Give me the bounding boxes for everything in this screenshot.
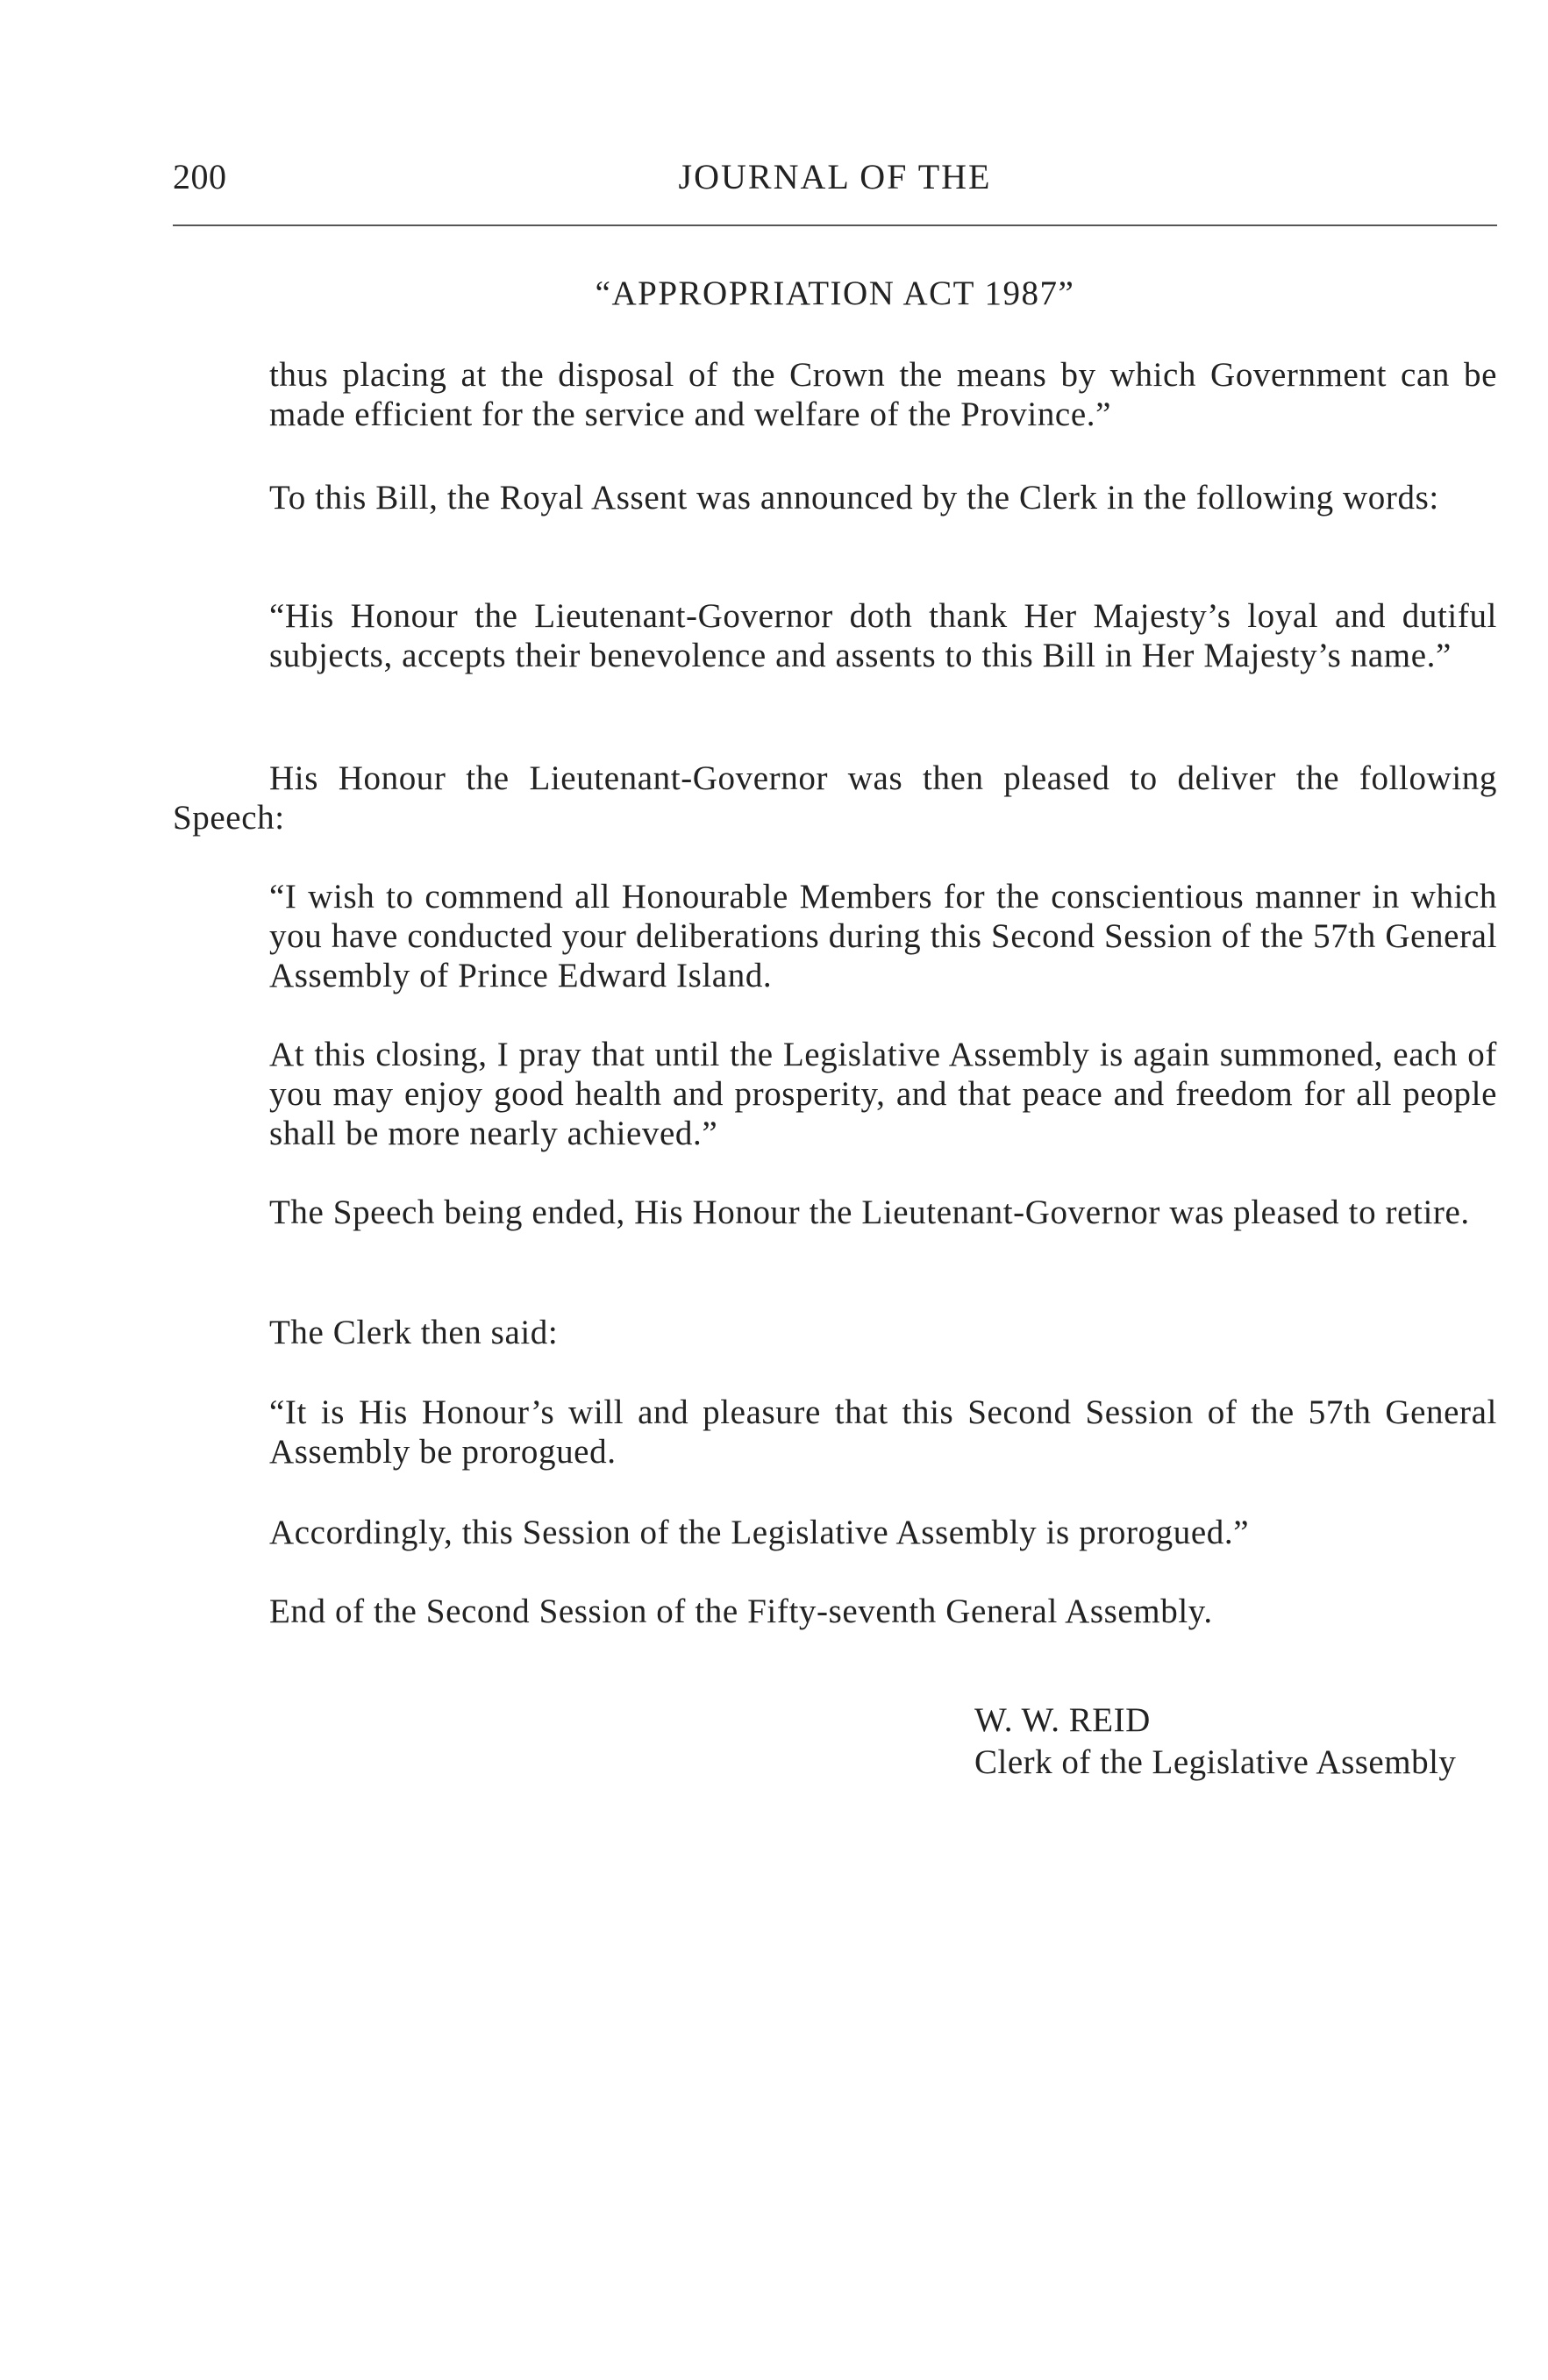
bill-title: “APPROPRIATION ACT 1987” <box>595 274 1075 312</box>
paragraph-end-session: End of the Second Session of the Fifty-seventh General Assembly. <box>269 1593 1213 1630</box>
signature-name: W. W. REID <box>974 1701 1151 1739</box>
header-rule <box>173 224 1497 226</box>
paragraph-retire: The Speech being ended, His Honour the Lieutenant-Governor was pleased to retire. <box>269 1194 1470 1231</box>
page-number: 200 <box>173 157 227 196</box>
quote-speech-1: “I wish to commend all Honourable Members for the conscientious manner in which you have conducted your deliberations during this Second Session of the 57th General Assembly of Prince Edward Island. <box>269 878 1497 994</box>
quote-assent: “His Honour the Lieutenant-Governor doth thank Her Majesty’s loyal and dutiful subjects, accepts their benevolence and assents to this Bill in Her Majesty’s name.” <box>269 597 1497 674</box>
signature-block <box>974 1699 1456 1784</box>
running-head <box>173 151 1497 203</box>
quote-speech-2: At this closing, I pray that until the Legislative Assembly is again summoned, each of you may enjoy good health and prosperity, and that peace and freedom for all people shall be more nearly achieved.” <box>269 1036 1497 1152</box>
quote-prorogue-1: “It is His Honour’s will and pleasure that this Second Session of the 57th General Assembly be prorogued. <box>269 1393 1497 1471</box>
signature-title: Clerk of the Legislative Assembly <box>974 1743 1457 1781</box>
journal-title: JOURNAL OF THE <box>678 157 992 196</box>
paragraph-clerk-said: The Clerk then said: <box>269 1314 559 1351</box>
paragraph-speech-intro: His Honour the Lieutenant-Governor was then pleased to deliver the following Speech: <box>173 759 1497 837</box>
paragraph-royal-assent: To this Bill, the Royal Assent was announced by the Clerk in the following words: <box>269 479 1439 517</box>
quote-prorogue-2: Accordingly, this Session of the Legislative Assembly is prorogued.” <box>269 1514 1250 1551</box>
paragraph-continuation: thus placing at the disposal of the Crown the means by which Government can be made efficient for the service and welfare of the Province.” <box>269 356 1497 433</box>
